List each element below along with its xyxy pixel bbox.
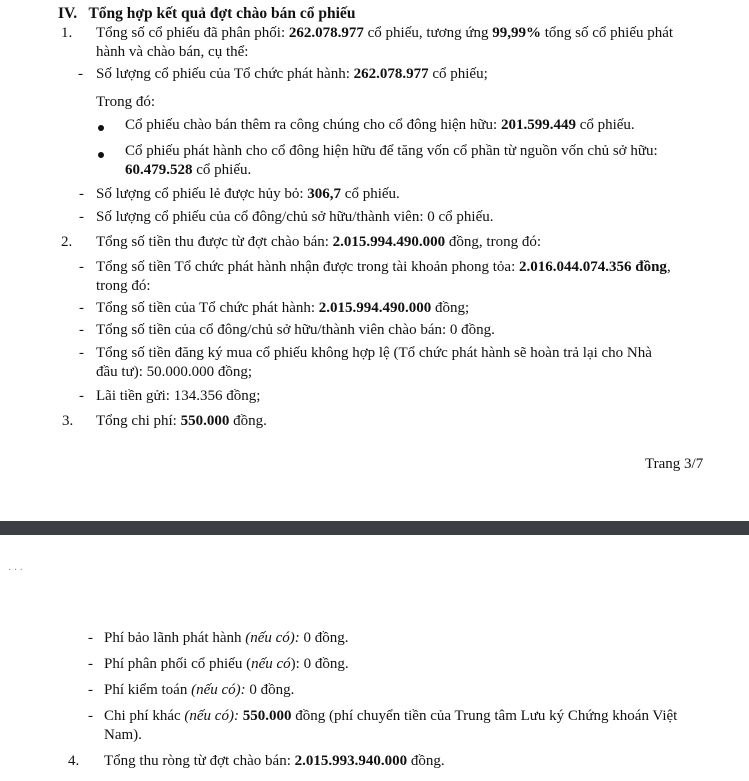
bullet-dot <box>98 125 104 131</box>
sub-item-escrow-total-line2: trong đó: <box>96 278 151 294</box>
item-1-text-line2: hành và chào bán, cụ thể: <box>96 44 249 60</box>
dash-bullet: - <box>79 388 84 404</box>
bullet-public-offering: Cổ phiếu chào bán thêm ra công chúng cho cổ đông hiện hữu: 201.599.449 cổ phiếu. <box>125 117 635 133</box>
item-4-number: 4. <box>68 753 80 769</box>
item-4-text: Tổng thu ròng từ đợt chào bán: 2.015.993.940.000 đồng. <box>104 753 445 769</box>
sub-item-escrow-total: Tổng số tiền Tổ chức phát hành nhận được trong tài khoản phong tỏa: 2.016.044.074.356 đồng, <box>96 259 671 275</box>
sub-item-shares-issuer: Số lượng cổ phiếu của Tổ chức phát hành: 262.078.977 cổ phiếu; <box>96 66 488 82</box>
sub-item-issuer-total: Tổng số tiền của Tổ chức phát hành: 2.015.994.490.000 đồng; <box>96 300 470 316</box>
sub-item-deposit-interest: Lãi tiền gửi: 134.356 đồng; <box>96 388 261 404</box>
item-3-text: Tổng chi phí: 550.000 đồng. <box>96 413 267 429</box>
dash-bullet: - <box>79 209 84 225</box>
item-2-text: Tổng số tiền thu được từ đợt chào bán: 2.015.994.490.000 đồng, trong đó: <box>96 234 542 250</box>
section-number: IV. <box>58 5 78 22</box>
section-heading <box>58 5 355 22</box>
item-2-number: 2. <box>61 234 73 250</box>
dash-bullet: - <box>79 322 84 338</box>
dash-bullet: - <box>79 345 84 361</box>
dash-bullet: - <box>79 259 84 275</box>
dash-bullet: - <box>79 300 84 316</box>
fee-other-line2: Nam). <box>104 727 142 743</box>
section-title: Tổng hợp kết quả đợt chào bán cổ phiếu <box>88 5 356 22</box>
item-3-number: 3. <box>62 413 74 429</box>
bullet-existing-shareholders: Cổ phiếu phát hành cho cổ đông hiện hữu để tăng vốn cổ phần từ nguồn vốn chủ sở hữu: <box>125 143 658 159</box>
dash-bullet: - <box>78 66 83 82</box>
bullet-dot <box>98 152 104 158</box>
dash-bullet: - <box>88 656 93 672</box>
dash-bullet: - <box>88 630 93 646</box>
item-1-number: 1. <box>61 25 73 41</box>
bullet-existing-shareholders-line2: 60.479.528 cổ phiếu. <box>125 162 252 178</box>
scan-artifact: · · · <box>8 565 23 576</box>
page-divider <box>0 521 749 535</box>
fee-other: Chi phí khác (nếu có): 550.000 đồng (phí chuyển tiền của Trung tâm Lưu ký Chứng khoán Việt <box>104 708 678 724</box>
sub-item-shareholder-shares: Số lượng cổ phiếu của cổ đông/chủ sở hữu/thành viên: 0 cổ phiếu. <box>96 209 494 225</box>
fee-distribution: Phí phân phối cổ phiếu (nếu có): 0 đồng. <box>104 656 349 672</box>
sub-item-fractional-shares: Số lượng cổ phiếu lẻ được hủy bỏ: 306,7 cổ phiếu. <box>96 186 400 202</box>
trong-do-label: Trong đó: <box>96 94 156 110</box>
page-number: Trang 3/7 <box>645 456 704 472</box>
dash-bullet: - <box>88 708 93 724</box>
dash-bullet: - <box>88 682 93 698</box>
sub-item-invalid-subscriptions-line2: đầu tư): 50.000.000 đồng; <box>96 364 253 380</box>
document-page-4 <box>0 535 749 781</box>
dash-bullet: - <box>79 186 84 202</box>
item-1-text: Tổng số cổ phiếu đã phân phối: 262.078.977 cổ phiếu, tương ứng 99,99% tổng số cổ phiếu phát <box>96 25 674 41</box>
sub-item-shareholder-total: Tổng số tiền của cổ đông/chủ sở hữu/thành viên chào bán: 0 đồng. <box>96 322 495 338</box>
fee-audit: Phí kiểm toán (nếu có): 0 đồng. <box>104 682 295 698</box>
fee-underwriting: Phí bảo lãnh phát hành (nếu có): 0 đồng. <box>104 630 349 646</box>
sub-item-invalid-subscriptions: Tổng số tiền đăng ký mua cổ phiếu không hợp lệ (Tổ chức phát hành sẽ hoàn trả lại cho Nhà <box>96 345 652 361</box>
